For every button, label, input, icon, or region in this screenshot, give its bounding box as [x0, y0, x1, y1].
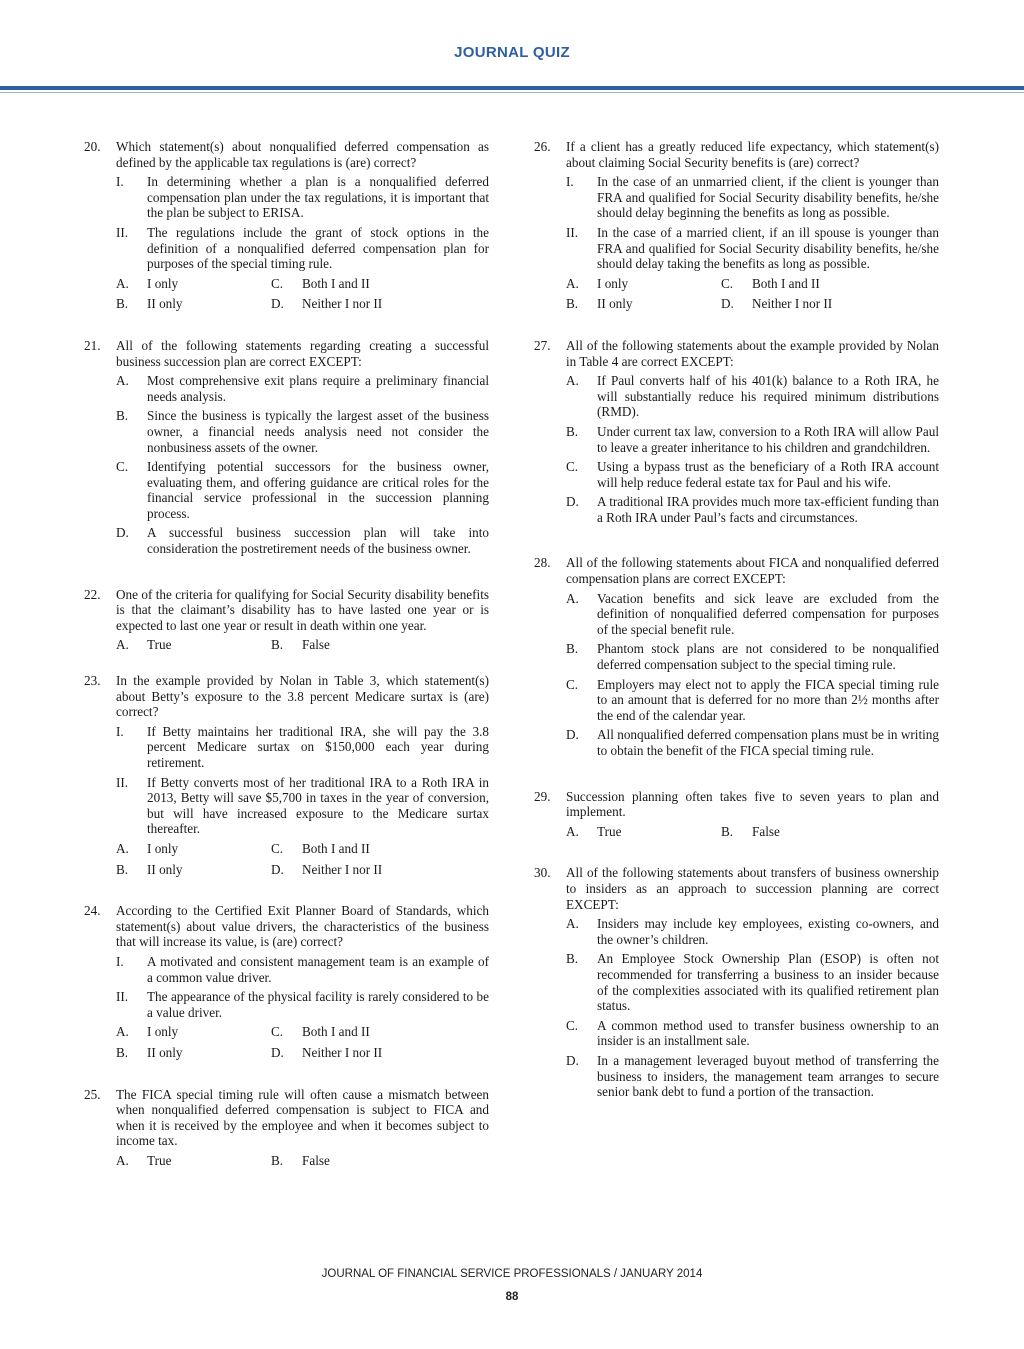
statement-ii: II. The appearance of the physical facility is rarely considered to be a value driver.	[116, 989, 489, 1020]
option-a: A. I only	[116, 1024, 179, 1040]
choice-b: B. Under current tax law, conversion to a Roth IRA will allow Paul to leave a greater inheritance to his children and grandchildren.	[566, 423, 939, 455]
option-a: A. I only	[566, 275, 629, 291]
question-number: 24.	[84, 903, 101, 919]
page-header-title: JOURNAL QUIZ	[454, 44, 570, 61]
choice-a: A. If Paul converts half of his 401(k) balance to a Roth IRA, he will substantially reduce his required minimum distributions (RMD).	[566, 373, 939, 420]
choice-c: C. Using a bypass trust as the beneficiary of a Roth IRA account will help reduce federal estate tax for Paul and his wife.	[566, 459, 939, 490]
question-23	[84, 673, 489, 877]
answer-options	[116, 276, 489, 312]
choice-c: C. A common method used to transfer business ownership to an insider is an installment sale.	[566, 1017, 939, 1049]
question-25	[84, 1087, 489, 1169]
question-20	[84, 139, 489, 312]
statement-ii: II. If Betty converts most of her traditional IRA to a Roth IRA in 2013, Betty will save $5,700 in taxes in the year of conversion, but will have increased exposure to the Medicare surtax thereafter.	[116, 774, 489, 837]
question-number: 20.	[84, 139, 101, 154]
question-26	[534, 139, 939, 312]
option-a: A. I only	[116, 275, 179, 291]
question-number: 30.	[534, 865, 551, 881]
option-false: B. False	[721, 823, 780, 839]
question-22	[84, 587, 489, 653]
option-d: D. Neither I nor II	[721, 296, 833, 312]
header-rule-thin	[0, 92, 1024, 93]
choice-a: A. Most comprehensive exit plans require a preliminary financial needs analysis.	[116, 373, 489, 404]
statement-ii: II. In the case of a married client, if an ill spouse is younger than FRA and qualified for Social Security disability benefits, he/she should delay taking the benefits as long as possible.	[566, 224, 939, 272]
question-number: 23.	[84, 673, 101, 689]
statement-i: I. In determining whether a plan is a nonqualified deferred compensation plan under the tax regulations, it is important that the plan be subject to ERISA.	[116, 174, 489, 221]
option-true: A. True	[116, 1152, 172, 1168]
question-number: 22.	[84, 586, 101, 602]
option-b: B. II only	[116, 296, 183, 312]
choice-a: A. Insiders may include key employees, existing co-owners, and the owner’s children.	[566, 916, 939, 947]
choice-d: D. All nonqualified deferred compensation plans must be in writing to obtain the benefit of the FICA special timing rule.	[566, 727, 939, 758]
question-stem: All of the following statements about transfers of business ownership to insiders as an approach to succession planning are correct EXCEPT:	[566, 865, 939, 912]
answer-options	[566, 276, 939, 312]
right-column	[534, 139, 939, 1104]
statement-i: I. A motivated and consistent management team is an example of a common value driver.	[116, 953, 489, 985]
question-stem: All of the following statements regarding creating a successful business succession plan are correct EXCEPT:	[116, 337, 489, 369]
question-number: 29.	[534, 788, 551, 804]
footer-journal-title: JOURNAL OF FINANCIAL SERVICE PROFESSIONALS / JANUARY 2014	[321, 1268, 703, 1280]
question-21	[84, 338, 489, 561]
choice-c: C. Identifying potential successors for the business owner, evaluating them, and offering guidance are critical roles for the financial service professional in the succession planning process.	[116, 459, 489, 521]
question-stem: Succession planning often takes five to seven years to plan and implement.	[566, 788, 939, 820]
question-stem: One of the criteria for qualifying for Social Security disability benefits is that the claimant’s disability has to have lasted one year or is expected to last one year or result in death within one year.	[116, 586, 489, 633]
option-true: A. True	[566, 823, 622, 839]
choice-b: B. An Employee Stock Ownership Plan (ESOP) is often not recommended for transferring a business to an insider because of the complexities associated with its qualified retirement plan status.	[566, 951, 939, 1014]
question-30	[534, 865, 939, 1103]
option-false: B. False	[271, 637, 330, 653]
option-d: D. Neither I nor II	[271, 296, 383, 312]
option-d: D. Neither I nor II	[271, 861, 383, 877]
choice-d: D. A traditional IRA provides much more tax-efficient funding than a Roth IRA under Paul’s facts and circumstances.	[566, 494, 939, 525]
left-column	[84, 139, 489, 1168]
option-d: D. Neither I nor II	[271, 1044, 383, 1060]
question-29	[534, 789, 939, 840]
choice-a: A. Vacation benefits and sick leave are excluded from the definition of nonqualified deferred compensation for purposes of the special benefit rule.	[566, 590, 939, 637]
choice-c: C. Employers may elect not to apply the FICA special timing rule to an amount that is deferred for no more than 2½ months after the end of the calendar year.	[566, 676, 939, 723]
question-28	[534, 555, 939, 762]
question-stem: If a client has a greatly reduced life expectancy, which statement(s) about claiming Social Security benefits is (are) correct?	[566, 139, 939, 170]
question-27	[534, 338, 939, 530]
option-true: A. True	[116, 637, 172, 653]
true-false-options	[566, 824, 939, 840]
option-c: C. Both I and II	[721, 275, 820, 291]
question-number: 28.	[534, 555, 551, 571]
question-stem: All of the following statements about the example provided by Nolan in Table 4 are correct EXCEPT:	[566, 337, 939, 369]
option-b: B. II only	[566, 296, 633, 312]
question-stem: Which statement(s) about nonqualified deferred compensation as defined by the applicable tax regulations is (are) correct?	[116, 139, 489, 170]
question-number: 21.	[84, 337, 101, 353]
question-stem: The FICA special timing rule will often cause a mismatch between when nonqualified deferred compensation is subject to FICA and when it is received by the employee and when it becomes subject to income tax.	[116, 1086, 489, 1149]
answer-options	[116, 1024, 489, 1060]
question-stem: In the example provided by Nolan in Table 3, which statement(s) about Betty’s exposure to the 3.8 percent Medicare surtax is (are) correct?	[116, 673, 489, 720]
question-stem: All of the following statements about FICA and nonqualified deferred compensation plans are correct EXCEPT:	[566, 555, 939, 587]
option-c: C. Both I and II	[271, 840, 370, 856]
statement-i: I. In the case of an unmarried client, if the client is younger than FRA and qualified for Social Security disability benefits, he/she should delay beginning the benefits as long as possible.	[566, 174, 939, 221]
choice-d: D. In a management leveraged buyout method of transferring the business to insiders, the management team arranges to secure senior bank debt to fund a portion of the transaction.	[566, 1052, 939, 1100]
question-number: 25.	[84, 1086, 101, 1102]
header-rule	[0, 86, 1024, 90]
option-b: B. II only	[116, 1044, 183, 1060]
option-a: A. I only	[116, 840, 179, 856]
answer-options	[116, 841, 489, 877]
question-24	[84, 903, 489, 1060]
option-b: B. II only	[116, 861, 183, 877]
option-c: C. Both I and II	[271, 275, 370, 291]
option-c: C. Both I and II	[271, 1024, 370, 1040]
statement-i: I. If Betty maintains her traditional IRA, she will pay the 3.8 percent Medicare surtax on $150,000 each year during retirement.	[116, 723, 489, 770]
question-number: 26.	[534, 139, 551, 154]
choice-d: D. A successful business succession plan will take into consideration the postretirement needs of the business owner.	[116, 525, 489, 557]
choice-b: B. Phantom stock plans are not considered to be nonqualified deferred compensation subject to the special timing rule.	[566, 641, 939, 673]
page-number: 88	[505, 1291, 519, 1303]
true-false-options	[116, 637, 489, 653]
choice-b: B. Since the business is typically the largest asset of the business owner, a financial needs analysis need not consider the nonbusiness assets of the owner.	[116, 408, 489, 455]
option-false: B. False	[271, 1152, 330, 1168]
question-stem: According to the Certified Exit Planner Board of Standards, which statement(s) about value drivers, the characteristics of the business that will increase its value, is (are) correct?	[116, 903, 489, 950]
question-number: 27.	[534, 337, 551, 353]
statement-ii: II. The regulations include the grant of stock options in the definition of a nonqualified deferred compensation plan for purposes of the special timing rule.	[116, 224, 489, 272]
true-false-options	[116, 1153, 489, 1169]
